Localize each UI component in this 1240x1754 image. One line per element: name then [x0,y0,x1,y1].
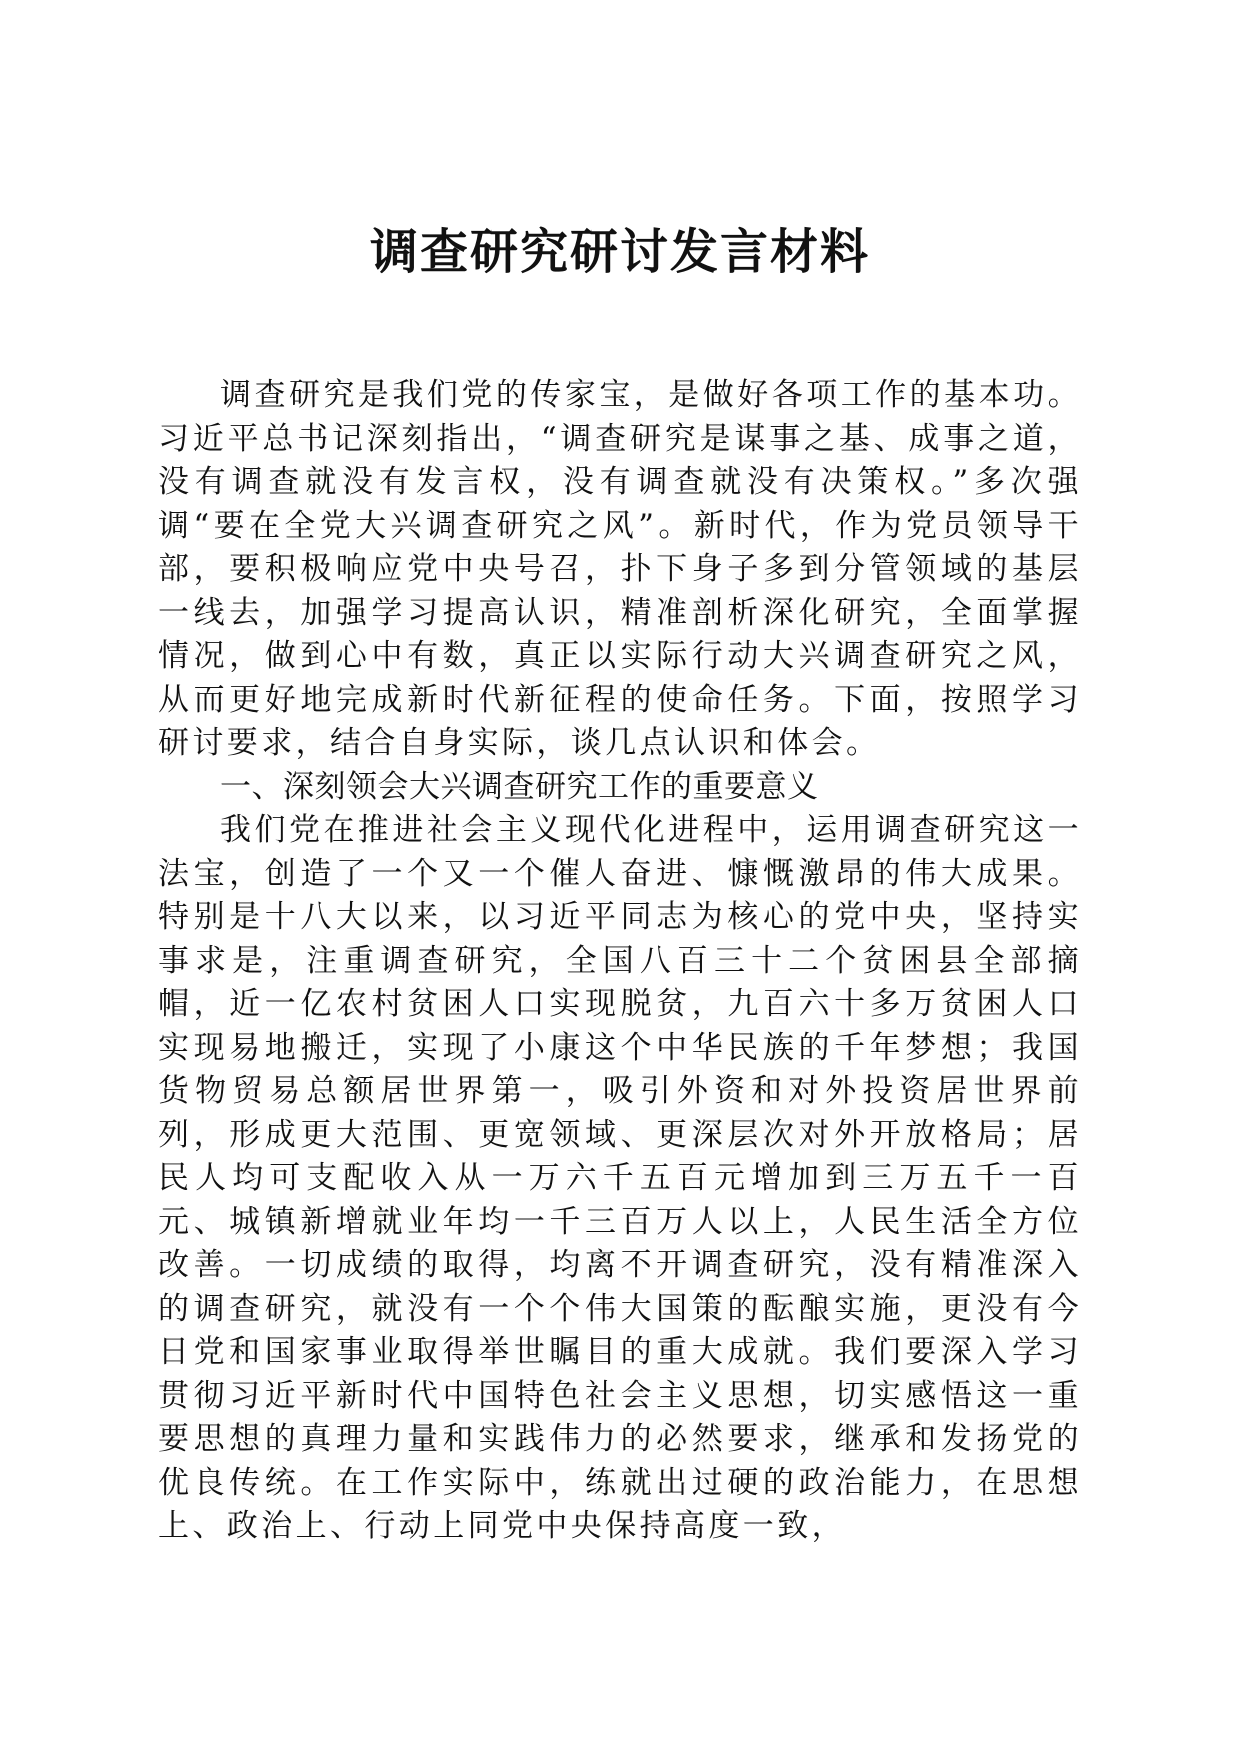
section-1-paragraph: 我们党在推进社会主义现代化进程中，运用调查研究这一法宝，创造了一个又一个催人奋进、慷慨激昂的伟大成果。特别是十八大以来，以习近平同志为核心的党中央，坚持实事求是，注重调查研究，全国八百三十二个贫困县全部摘帽，近一亿农村贫困人口实现脱贫，九百六十多万贫困人口实现易地搬迁，实现了小康这个中华民族的千年梦想；我国货物贸易总额居世界第一，吸引外资和对外投资居世界前列，形成更大范围、更宽领域、更深层次对外开放格局；居民人均可支配收入从一万六千五百元增加到三万五千一百元、城镇新增就业年均一千三百万人以上，人民生活全方位改善。一切成绩的取得，均离不开调查研究，没有精准深入的调查研究，就没有一个个伟大国策的酝酿实施，更没有今日党和国家事业取得举世瞩目的重大成就。我们要深入学习贯彻习近平新时代中国特色社会主义思想，切实感悟这一重要思想的真理力量和实践伟力的必然要求，继承和发扬党的优良传统。在工作实际中，练就出过硬的政治能力，在思想上、政治上、行动上同党中央保持高度一致， [158,812,1082,1544]
document-title: 调查研究研讨发言材料 [369,224,870,280]
section-1-heading: 一、深刻领会大兴调查研究工作的重要意义 [220,768,819,805]
intro-paragraph: 调查研究是我们党的传家宝，是做好各项工作的基本功。习近平总书记深刻指出，“调查研究是谋事之基、成事之道，没有调查就没有发言权，没有调查就没有决策权。”多次强调“要在全党大兴调查研究之风”。新时代，作为党员领导干部，要积极响应党中央号召，扑下身子多到分管领域的基层一线去，加强学习提高认识，精准剖析深化研究，全面掌握情况，做到心中有数，真正以实际行动大兴调查研究之风，从而更好地完成新时代新征程的使命任务。下面，按照学习研讨要求，结合自身实际，谈几点认识和体会。 [158,377,1082,761]
document-body [158,374,1082,1549]
